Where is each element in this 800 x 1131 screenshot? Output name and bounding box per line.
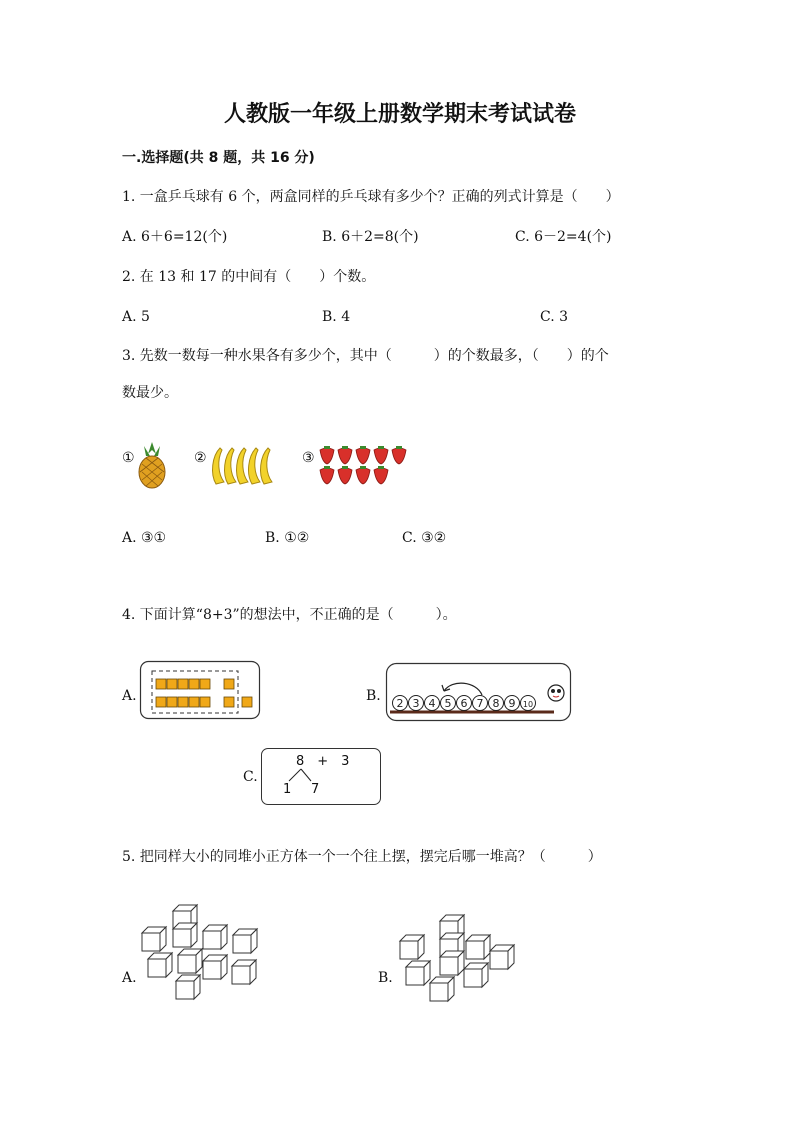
split-tree-left: 1 [283, 782, 292, 797]
question-2-text: 2. 在 13 和 17 的中间有（ ）个数。 [122, 269, 376, 285]
cube-blocks-figure [140, 661, 260, 719]
split-tree-top: 8 + 3 [296, 754, 350, 769]
question-4-label-a[interactable]: A. [122, 688, 137, 704]
page-title: 人教版一年级上册数学期末考试试卷 [223, 101, 576, 127]
question-5-label-a[interactable]: A. [122, 970, 137, 986]
bananas-icon [208, 444, 278, 488]
question-4-label-b[interactable]: B. [366, 688, 381, 704]
pineapple-icon [136, 440, 168, 490]
strawberries-icon [318, 444, 408, 488]
fruit-marker-2: ② [194, 450, 207, 466]
cube-pile-a [138, 905, 263, 1000]
question-1-option-b[interactable]: B. 6＋2=8(个) [322, 229, 419, 245]
bead-label: 2 [396, 697, 404, 710]
question-1-option-a[interactable]: A. 6＋6=12(个) [122, 229, 228, 245]
question-2-option-a[interactable]: A. 5 [122, 309, 150, 325]
bead-label: 7 [476, 697, 484, 710]
question-2-option-c[interactable]: C. 3 [540, 309, 569, 325]
bead-label: 4 [428, 697, 436, 710]
question-3-option-a[interactable]: A. ③① [122, 530, 167, 546]
bead-label: 10 [522, 700, 534, 709]
question-5-text: 5. 把同样大小的同堆小正方体一个一个往上摆，摆完后哪一堆高？（ ） [122, 849, 602, 865]
bead-label: 8 [492, 697, 500, 710]
number-line-figure [386, 663, 571, 721]
question-5-label-b[interactable]: B. [378, 970, 393, 986]
question-4-label-c[interactable]: C. [243, 769, 258, 785]
split-tree-right: 7 [311, 782, 320, 797]
bead-label: 9 [508, 697, 516, 710]
section-heading: 一.选择题(共 8 题，共 16 分) [122, 150, 315, 166]
bead-label: 3 [412, 697, 420, 710]
question-2-option-b[interactable]: B. 4 [322, 309, 351, 325]
bead-label: 6 [460, 697, 468, 710]
bead-label: 5 [444, 697, 452, 710]
question-3-text-line2: 数最少。 [122, 385, 178, 401]
question-3-option-c[interactable]: C. ③② [402, 530, 447, 546]
fruit-marker-1: ① [122, 450, 135, 466]
question-1-option-c[interactable]: C. 6－2=4(个) [515, 229, 612, 245]
question-3-text-line1: 3. 先数一数每一种水果各有多少个，其中（ ）的个数最多，（ ）的个 [122, 348, 609, 364]
cube-pile-b [398, 915, 518, 1000]
fruit-marker-3: ③ [302, 450, 315, 466]
question-1-text: 1. 一盒乒乓球有 6 个，两盒同样的乒乓球有多少个？正确的列式计算是（ ） [122, 189, 620, 205]
question-3-option-b[interactable]: B. ①② [265, 530, 310, 546]
question-4-text: 4. 下面计算“8+3”的想法中，不正确的是（ ）。 [122, 607, 457, 623]
bead-group [393, 696, 536, 711]
